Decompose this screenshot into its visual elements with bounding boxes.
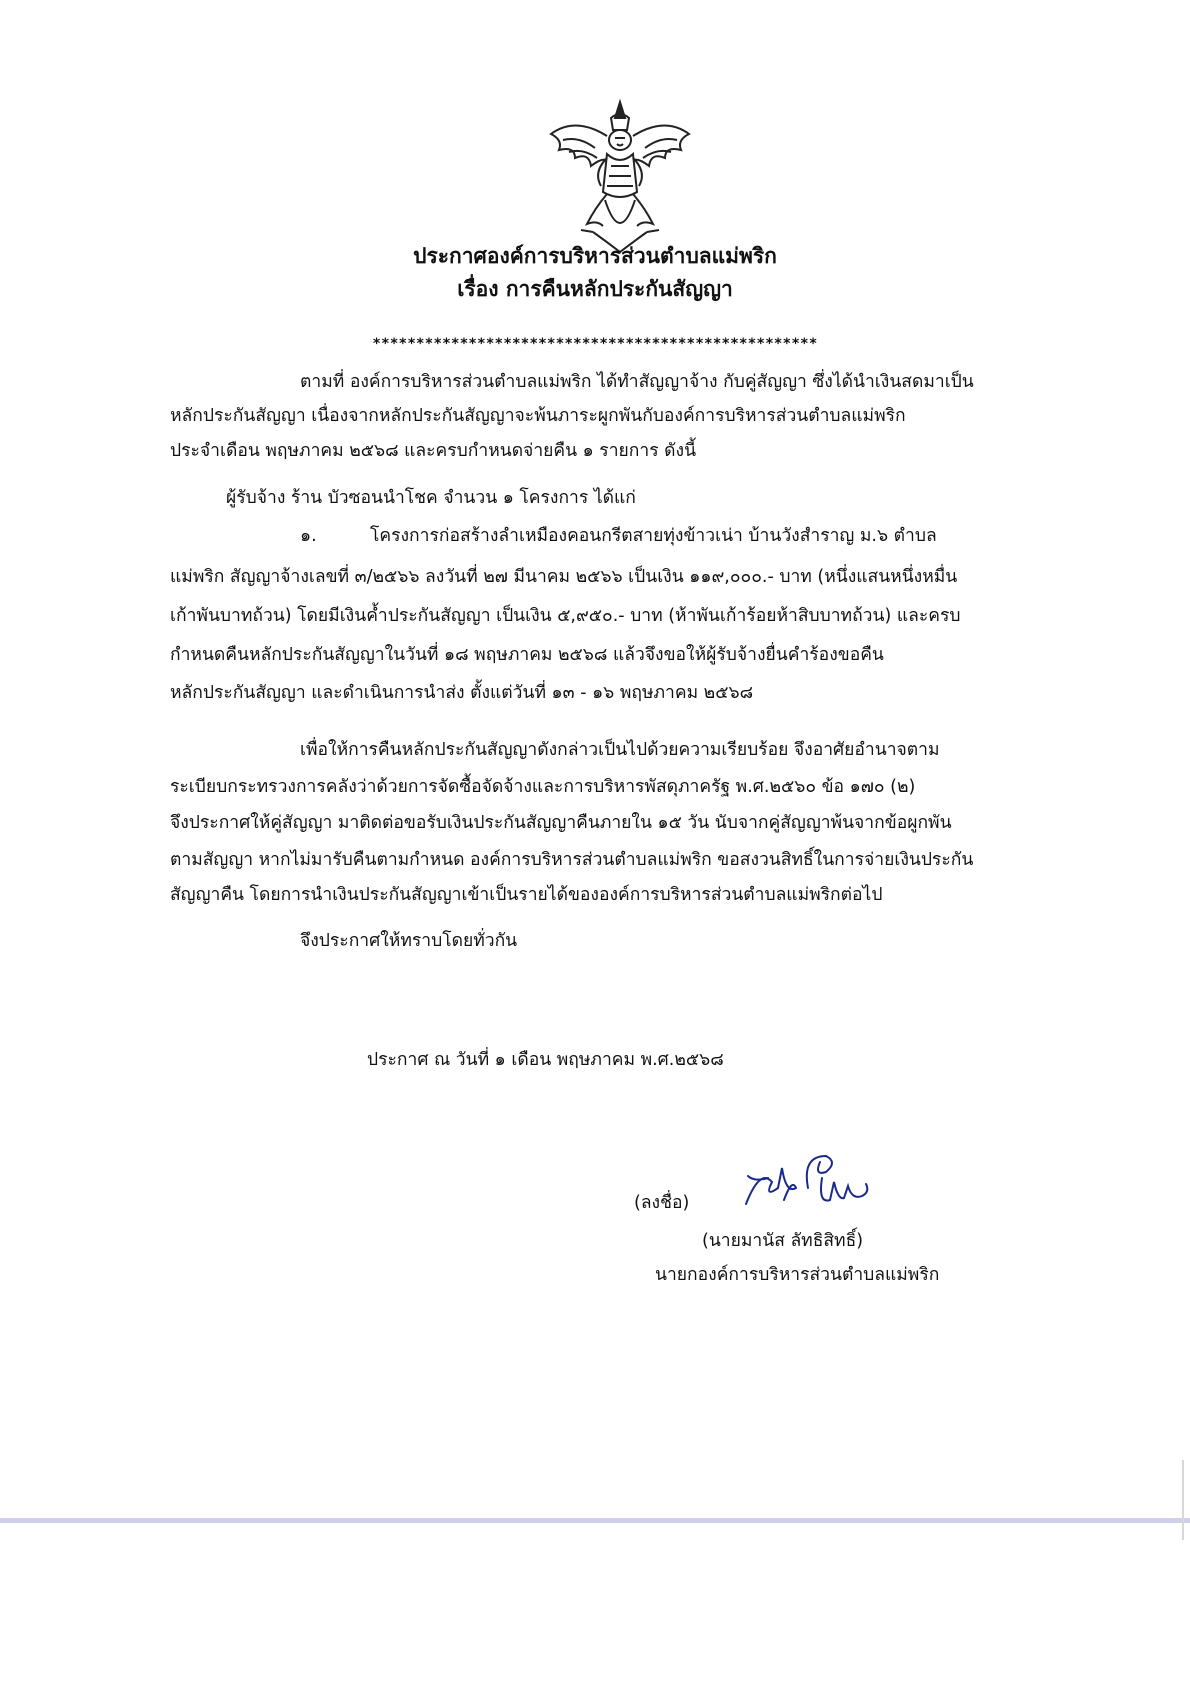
garuda-emblem-icon (545, 96, 695, 256)
item-line: กำหนดคืนหลักประกันสัญญาในวันที่ ๑๘ พฤษภาคม ๒๕๖๘ แล้วจึงขอให้ผู้รับจ้างยื่นคำร้องขอคืน (170, 645, 884, 665)
scan-edge-mark (1182, 1460, 1184, 1540)
item-line: เก้าพันบาทถ้วน) โดยมีเงินค้ำประกันสัญญา เป็นเงิน ๕,๙๕๐.- บาท (ห้าพันเก้าร้อยห้าสิบบาทถ้วน) และครบ (170, 606, 961, 626)
paragraph-2-line: ระเบียบกระทรวงการคลังว่าด้วยการจัดซื้อจัดจ้างและการบริหารพัสดุภาครัฐ พ.ศ.๒๕๖๐ ข้อ ๑๗๐ (๒) (170, 777, 916, 797)
contractor-line: ผู้รับจ้าง ร้าน บัวซอนนำโชค จำนวน ๑ โครงการ ได้แก่ (226, 488, 636, 508)
paragraph-2-line: สัญญาคืน โดยการนำเงินประกันสัญญาเข้าเป็นรายได้ขององค์การบริหารส่วนตำบลแม่พริกต่อไป (170, 885, 883, 905)
closing-line: จึงประกาศให้ทราบโดยทั่วกัน (300, 931, 518, 951)
paragraph-2-line: ตามสัญญา หากไม่มารับคืนตามกำหนด องค์การบริหารส่วนตำบลแม่พริก ขอสงวนสิทธิ์ในการจ่ายเงินประกัน (170, 850, 974, 870)
paragraph-1-line: หลักประกันสัญญา เนื่องจากหลักประกันสัญญาจะพ้นภาระผูกพันกับองค์การบริหารส่วนตำบลแม่พริก (170, 406, 906, 426)
signatory-position: นายกองค์การบริหารส่วนตำบลแม่พริก (655, 1265, 940, 1285)
item-line: โครงการก่อสร้างลำเหมืองคอนกรีตสายทุ่งข้าวเน่า บ้านวังสำราญ ม.๖ ตำบล (370, 526, 937, 546)
paragraph-1-line: ตามที่ องค์การบริหารส่วนตำบลแม่พริก ได้ทำสัญญาจ้าง กับคู่สัญญา ซึ่งได้นำเงินสดมาเป็น (300, 372, 974, 392)
paragraph-1-line: ประจำเดือน พฤษภาคม ๒๕๖๘ และครบกำหนดจ่ายคืน ๑ รายการ ดังนี้ (170, 441, 697, 461)
paragraph-2-line: เพื่อให้การคืนหลักประกันสัญญาดังกล่าวเป็นไปด้วยความเรียบร้อย จึงอาศัยอำนาจตาม (300, 740, 940, 760)
announcement-date: ประกาศ ณ วันที่ ๑ เดือน พฤษภาคม พ.ศ.๒๕๖๘ (367, 1050, 724, 1070)
item-line: แม่พริก สัญญาจ้างเลขที่ ๓/๒๕๖๖ ลงวันที่ ๒๗ มีนาคม ๒๕๖๖ เป็นเงิน ๑๑๙,๐๐๐.- บาท (หนึ่งแสนหนึ่งหมื่น (170, 567, 958, 587)
paragraph-2-line: จึงประกาศให้คู่สัญญา มาติดต่อขอรับเงินประกันสัญญาคืนภายใน ๑๕ วัน นับจากคู่สัญญาพ้นจากข้อผูกพัน (170, 813, 952, 833)
separator-line: *************************************************** (372, 336, 818, 352)
handwritten-signature (738, 1148, 878, 1218)
signature-label: (ลงชื่อ) (634, 1193, 690, 1213)
footer-divider (0, 1518, 1190, 1523)
signatory-name: (นายมานัส ลัทธิสิทธิ์) (702, 1231, 864, 1251)
announcement-title: ประกาศองค์การบริหารส่วนตำบลแม่พริก (413, 244, 777, 268)
announcement-subject: เรื่อง การคืนหลักประกันสัญญา (457, 277, 733, 301)
item-line: หลักประกันสัญญา และดำเนินการนำส่ง ตั้งแต่วันที่ ๑๓ - ๑๖ พฤษภาคม ๒๕๖๘ (170, 683, 754, 703)
item-number: ๑. (300, 526, 317, 546)
